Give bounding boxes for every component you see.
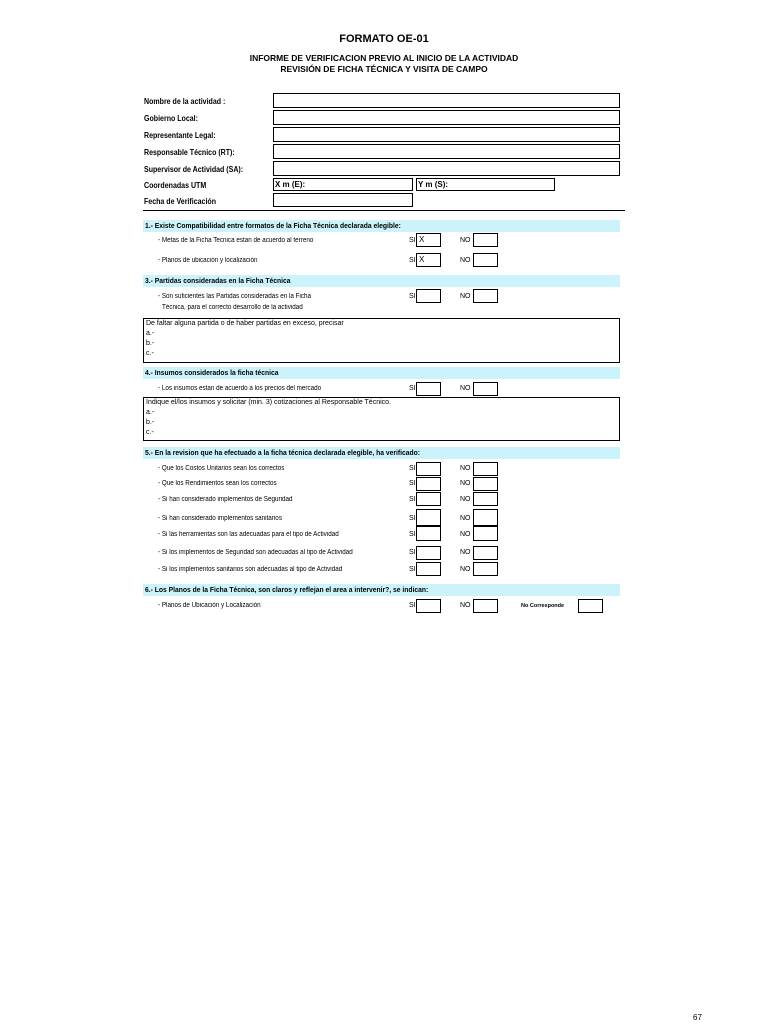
s6-no-corresponde-label: No Corresponde	[521, 603, 565, 609]
s5-item-4-no-label: NO	[460, 515, 471, 522]
section-1-header	[143, 220, 620, 232]
s5-item-3-si-box[interactable]	[416, 492, 441, 506]
s5-item-6: - Si los implementos de Seguridad son adecuadas al tipo de Actividad	[158, 549, 353, 556]
section-1-title: 1.- Existe Compatibilidad entre formatos de la Ficha Técnica declarada elegible:	[145, 221, 401, 230]
s3-note-a: a.-	[146, 330, 155, 337]
s1-item-1-si-box[interactable]: X	[416, 233, 441, 247]
s5-item-5-si-box[interactable]	[416, 526, 441, 541]
s6-no-label: NO	[460, 602, 471, 609]
s4-note-box[interactable]	[143, 397, 620, 441]
s5-item-7-no-label: NO	[460, 566, 471, 573]
s4-no-label: NO	[460, 385, 471, 392]
s3-item-line-2: Técnica, para el correcto desarrollo de la actividad	[162, 304, 303, 311]
fecha-label: Fecha de Verificación	[144, 197, 216, 206]
coord-x-label: X m (E):	[275, 180, 306, 189]
s3-no-box[interactable]	[473, 289, 498, 303]
section-6-header	[143, 584, 620, 596]
s5-item-2-no-box[interactable]	[473, 477, 498, 491]
s3-note-box[interactable]	[143, 318, 620, 363]
s3-note-b: b.-	[146, 340, 155, 347]
s6-no-corresponde-box[interactable]	[578, 599, 603, 613]
coordenadas-label: Coordenadas UTM	[144, 181, 207, 190]
s4-item: - Los insumos estan de acuerdo a los precios del mercado	[158, 385, 322, 392]
s6-no-box[interactable]	[473, 599, 498, 613]
s5-item-4-si-label: SI	[409, 515, 416, 522]
form-subtitle: INFORME DE VERIFICACION PREVIO AL INICIO DE LA ACTIVIDAD	[249, 53, 519, 63]
s5-item-2-si-box[interactable]	[416, 477, 441, 491]
s3-no-label: NO	[460, 293, 471, 300]
nombre-field[interactable]	[273, 93, 620, 108]
s1-item-2-no-box[interactable]	[473, 253, 498, 267]
representante-label: Representante Legal:	[144, 131, 216, 140]
fecha-field[interactable]	[273, 193, 413, 207]
s1-item-1-no-label: NO	[460, 237, 471, 244]
gobierno-label: Gobierno Local:	[144, 114, 198, 123]
s4-si-label: SI	[409, 385, 416, 392]
s4-no-box[interactable]	[473, 382, 498, 396]
s5-item-1-no-box[interactable]	[473, 462, 498, 476]
s6-si-label: SI	[409, 602, 416, 609]
s5-item-1: - Que los Costos Unitarios sean los correctos	[158, 465, 285, 472]
responsable-field[interactable]	[273, 144, 620, 159]
section-3-header	[143, 275, 620, 287]
s5-item-5-no-label: NO	[460, 531, 471, 538]
s5-item-3-no-box[interactable]	[473, 492, 498, 506]
s4-note-c: c.-	[146, 429, 154, 436]
form-title: FORMATO OE-01	[339, 33, 429, 45]
s5-item-2-si-label: SI	[409, 480, 416, 487]
s5-item-4-no-box[interactable]	[473, 509, 498, 526]
s5-item-5-no-box[interactable]	[473, 526, 498, 541]
s6-si-box[interactable]	[416, 599, 441, 613]
s1-item-2-no-label: NO	[460, 257, 471, 264]
s5-item-5-si-label: SI	[409, 531, 416, 538]
s1-item-2-si-label: SI	[409, 257, 416, 264]
responsable-label: Responsable Técnico (RT):	[144, 148, 235, 157]
s4-si-box[interactable]	[416, 382, 441, 396]
s4-note-a: a.-	[146, 409, 155, 416]
section-6-title: 6.- Los Planos de la Ficha Técnica, son claros y reflejan el area a intervenir?, se indican:	[145, 585, 429, 594]
s3-si-label: SI	[409, 293, 416, 300]
representante-field[interactable]	[273, 127, 620, 142]
s5-item-5: - Si las herramientas son las adecuadas para el tipo de Actividad	[158, 531, 339, 538]
coord-x-field[interactable]	[273, 178, 413, 191]
s4-note-b: b.-	[146, 419, 155, 426]
s5-item-6-si-label: SI	[409, 549, 416, 556]
s5-item-7: - Si los implementos sanitarios son adecuadas al tipo de Actividad	[158, 566, 343, 573]
s5-item-1-no-label: NO	[460, 465, 471, 472]
s5-item-7-si-label: SI	[409, 566, 416, 573]
s5-item-1-si-box[interactable]	[416, 462, 441, 476]
s5-item-2: - Que los Rendimientos sean los correctos	[158, 480, 277, 487]
section-5-header	[143, 447, 620, 459]
section-5-title: 5.- En la revision que ha efectuado a la ficha técnica declarada elegible, ha verificado:	[145, 448, 420, 457]
supervisor-label: Supervisor de Actividad (SA):	[144, 165, 244, 174]
coord-y-label: Y m (S):	[418, 180, 449, 189]
s1-item-2-si-box[interactable]: X	[416, 253, 441, 267]
gobierno-field[interactable]	[273, 110, 620, 125]
s5-item-4: - Si han considerado implementos sanitarios	[158, 515, 282, 522]
s5-item-7-no-box[interactable]	[473, 562, 498, 576]
s5-item-6-no-label: NO	[460, 549, 471, 556]
s3-item-line-1: - Son suficientes las Partidas consideradas en la Ficha	[158, 293, 312, 300]
s5-item-3-si-label: SI	[409, 496, 416, 503]
supervisor-field[interactable]	[273, 161, 620, 176]
section-3-title: 3.- Partidas consideradas en la Ficha Técnica	[145, 276, 291, 285]
coord-y-field[interactable]	[416, 178, 555, 191]
s1-item-1-si-label: SI	[409, 237, 416, 244]
s5-item-3-no-label: NO	[460, 496, 471, 503]
nombre-label: Nombre de la actividad :	[144, 97, 226, 106]
section-4-header	[143, 367, 620, 379]
s4-note-heading: Indique el/los insumos y solicitar (min. 3) cotizaciones al Responsable Técnico.	[146, 399, 391, 406]
s5-item-6-si-box[interactable]	[416, 546, 441, 560]
s5-item-2-no-label: NO	[460, 480, 471, 487]
s1-item-1: - Metas de la Ficha Tecnica estan de acuerdo al terreno	[158, 237, 314, 244]
s6-item: - Planos de Ubicación y Localización	[158, 602, 261, 609]
s3-note-heading: De faltar alguna partida o de haber partidas en exceso, precisar	[146, 320, 344, 327]
s5-item-1-si-label: SI	[409, 465, 416, 472]
s5-item-3: - Si han considerado implementos de Seguridad	[158, 496, 293, 503]
s1-item-1-no-box[interactable]	[473, 233, 498, 247]
form-subtitle-2: REVISIÓN DE FICHA TÉCNICA Y VISITA DE CAMPO	[280, 64, 488, 74]
s3-note-c: c.-	[146, 350, 154, 357]
s5-item-7-si-box[interactable]	[416, 562, 441, 576]
s5-item-4-si-box[interactable]	[416, 509, 441, 526]
s1-item-2: - Planos de ubicación y localización	[158, 257, 258, 264]
divider	[143, 210, 625, 211]
s3-si-box[interactable]	[416, 289, 441, 303]
page-number: 67	[693, 1013, 702, 1022]
s5-item-6-no-box[interactable]	[473, 546, 498, 560]
section-4-title: 4.- Insumos considerados la ficha técnica	[145, 368, 279, 377]
